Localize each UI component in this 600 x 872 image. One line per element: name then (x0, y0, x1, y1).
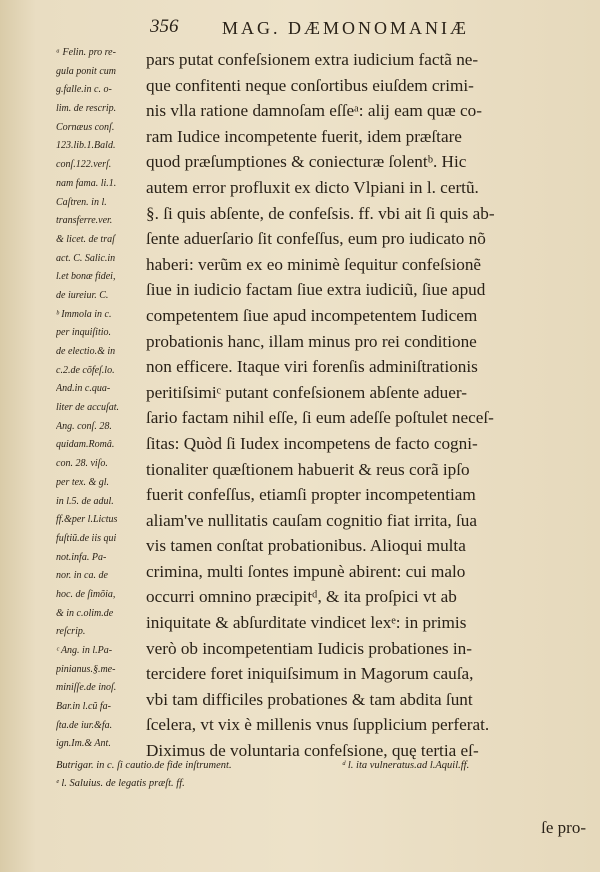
text-line: non efficere. Itaque viri forenſis adminiſtrationis (146, 357, 478, 377)
text-line: tercidere foret iniquiſsimum in Magorum cauſa, (146, 664, 474, 684)
text-line: pars putat confeſsionem extra iudicium factã ne- (146, 50, 479, 69)
marginal-notes (56, 44, 144, 754)
marginal-note-line: conſ.122.verſ. (56, 159, 112, 171)
marginal-note-line: g.falle.in c. o- (56, 84, 112, 96)
marginal-note-line: liter de accuſat. (56, 402, 120, 414)
text-line: haberi: verũm ex eo minimè ſequitur confeſsionẽ (146, 254, 482, 274)
marginal-note-line: gula ponit cum (56, 65, 116, 77)
footnote-text: ᵈ l. ita vulneratus.ad l.Aquil.ff. (342, 760, 470, 771)
marginal-note-line: con. 28. viſo. (56, 458, 108, 470)
marginal-note-line: ᶜ Ang. in l.Pa- (56, 645, 113, 656)
marginal-note-line: & licet. de traſ (56, 233, 115, 245)
text-line: tionaliter quæſtionem habuerit & reus corã ipſo (146, 459, 470, 479)
text-line: ſcelera, vt vix è millenis vnus ſupplicium perferat. (146, 715, 490, 735)
marginal-note-line: lim. de rescrip. (56, 103, 117, 115)
marginal-note-line: ff.&per l.Lictus (56, 514, 118, 526)
marginal-note-line: quidam.Româ. (56, 439, 115, 451)
text-line: fuerit confeſſus, etiamſi propter incompetentiam (146, 485, 476, 505)
text-line: crimina, multi ſontes impunè abirent: cui malo (146, 561, 466, 581)
marginal-note-line: fuſtiũ.de iis qui (56, 532, 117, 544)
text-line: verò ob incompetentiam Iudicis probationes in- (146, 638, 473, 658)
marginal-note-line: nam fama. li.1. (56, 177, 117, 189)
marginal-note-line: ᵇ Immola in c. (56, 308, 112, 320)
text-line: competentem ſiue apud incompetentem Iudicem (146, 305, 478, 325)
text-line: vis tamen conſtat probationibus. Alioqui multa (146, 536, 466, 556)
text-line: occurri omnino præcipitᵈ, & ita proſpici vt ab (146, 587, 457, 607)
marginal-note-line: act. C. Salic.in (56, 252, 116, 264)
marginal-note-line: de iureiur. C. (56, 289, 109, 301)
text-line: ram Iudice incompetente fuerit, idem præſtare (146, 126, 462, 146)
marginal-note-line: Ang. conſ. 28. (56, 420, 112, 432)
text-line: quod præſumptiones & coniecturæ ſolentᵇ. Hic (146, 152, 467, 172)
main-text-block (146, 47, 594, 764)
marginal-note-line: Caſtren. in l. (56, 196, 107, 208)
marginal-note-line: l.et bonæ fidei, (56, 271, 116, 283)
page-header (150, 14, 590, 44)
footnote-line (56, 778, 596, 796)
marginal-note-line: & in c.olim.de (56, 607, 114, 619)
text-line: ſiue in iudicio factam ſiue extra iudiciũ, ſiue apud (146, 280, 486, 300)
text-line: nis vlla ratione damnoſam eſſeᵃ: alij eam quæ co- (146, 101, 482, 121)
marginal-note-line: And.in c.qua- (56, 383, 111, 395)
text-line: que confitenti neque conſortibus eiuſdem crimi- (146, 75, 474, 95)
marginal-note-line: reſcrip. (56, 626, 86, 638)
text-line: ſario factam nihil eſſe, ſi eum adeſſe poſtulet neceſ- (146, 408, 494, 428)
text-line: ſitas: Quòd ſi Iudex incompetens de facto cogni- (146, 433, 478, 453)
text-line: autem error profluxit ex dicto Vlpiani in l. certũ. (146, 177, 479, 197)
text-line: peritiſsimiᶜ putant confeſsionem abſente aduer- (146, 382, 467, 402)
marginal-note-line: pinianus.§.me- (56, 663, 116, 675)
marginal-note-line: miniſſe.de inoſ. (56, 682, 117, 694)
text-line: probationis hanc, illam minus pro rei conditione (146, 331, 477, 351)
text-line: Diximus de voluntaria confeſsione, quę tertia eſ- (146, 741, 479, 761)
text-line: vbi tam difficiles probationes & tam abdita ſunt (146, 689, 473, 709)
text-line: §. ſi quis abſente, de confeſsis. ff. vbi ait ſi quis ab- (146, 203, 495, 223)
marginal-note-line: 123.lib.1.Bald. (56, 140, 116, 152)
marginal-note-line: de electio.& in (56, 346, 116, 357)
marginal-note-line: ᵃ Felin. pro re- (56, 47, 116, 58)
catchword: ſe pro- (541, 818, 586, 837)
text-line: iniquitate & abſurditate vindicet lexᵉ: in primis (146, 613, 467, 633)
marginal-note-line: hoc. de ſimõia, (56, 588, 116, 600)
marginal-note-line: Cornæus conſ. (56, 121, 115, 133)
marginal-note-line: ign.Im.& Ant. (56, 738, 111, 750)
marginal-note-line: per inquiſitio. (56, 327, 111, 339)
footnote-text: Butrigar. in c. ſi cautio.de fide inſtrument. (56, 760, 232, 771)
page-number: 356 (150, 16, 179, 37)
text-line: ſente aduerſario ſit confeſſus, eum pro iudicato nõ (146, 229, 486, 249)
footnote-line (56, 760, 596, 778)
marginal-note-line: c.2.de cõfeſ.lo. (56, 364, 115, 376)
marginal-note-line: nor. in ca. de (56, 570, 108, 582)
marginal-note-line: transferre.ver. (56, 215, 113, 227)
marginal-note-line: not.infa. Pa- (56, 551, 107, 563)
marginal-note-line: Bar.in l.cũ fa- (56, 701, 111, 713)
marginal-note-line: in l.5. de adul. (56, 495, 114, 507)
footnote-text: ᵉ l. Saluius. de legatis præſt. ff. (56, 778, 185, 789)
marginal-note-line: per tex. & gl. (56, 476, 110, 488)
marginal-note-line: ſta.de iur.&fa. (56, 719, 113, 731)
text-line: aliam've nullitatis cauſam cognitio fiat irrita, ſua (146, 510, 477, 530)
footnotes (56, 760, 596, 796)
running-title: MAG. DÆMONOMANIÆ (222, 18, 470, 38)
